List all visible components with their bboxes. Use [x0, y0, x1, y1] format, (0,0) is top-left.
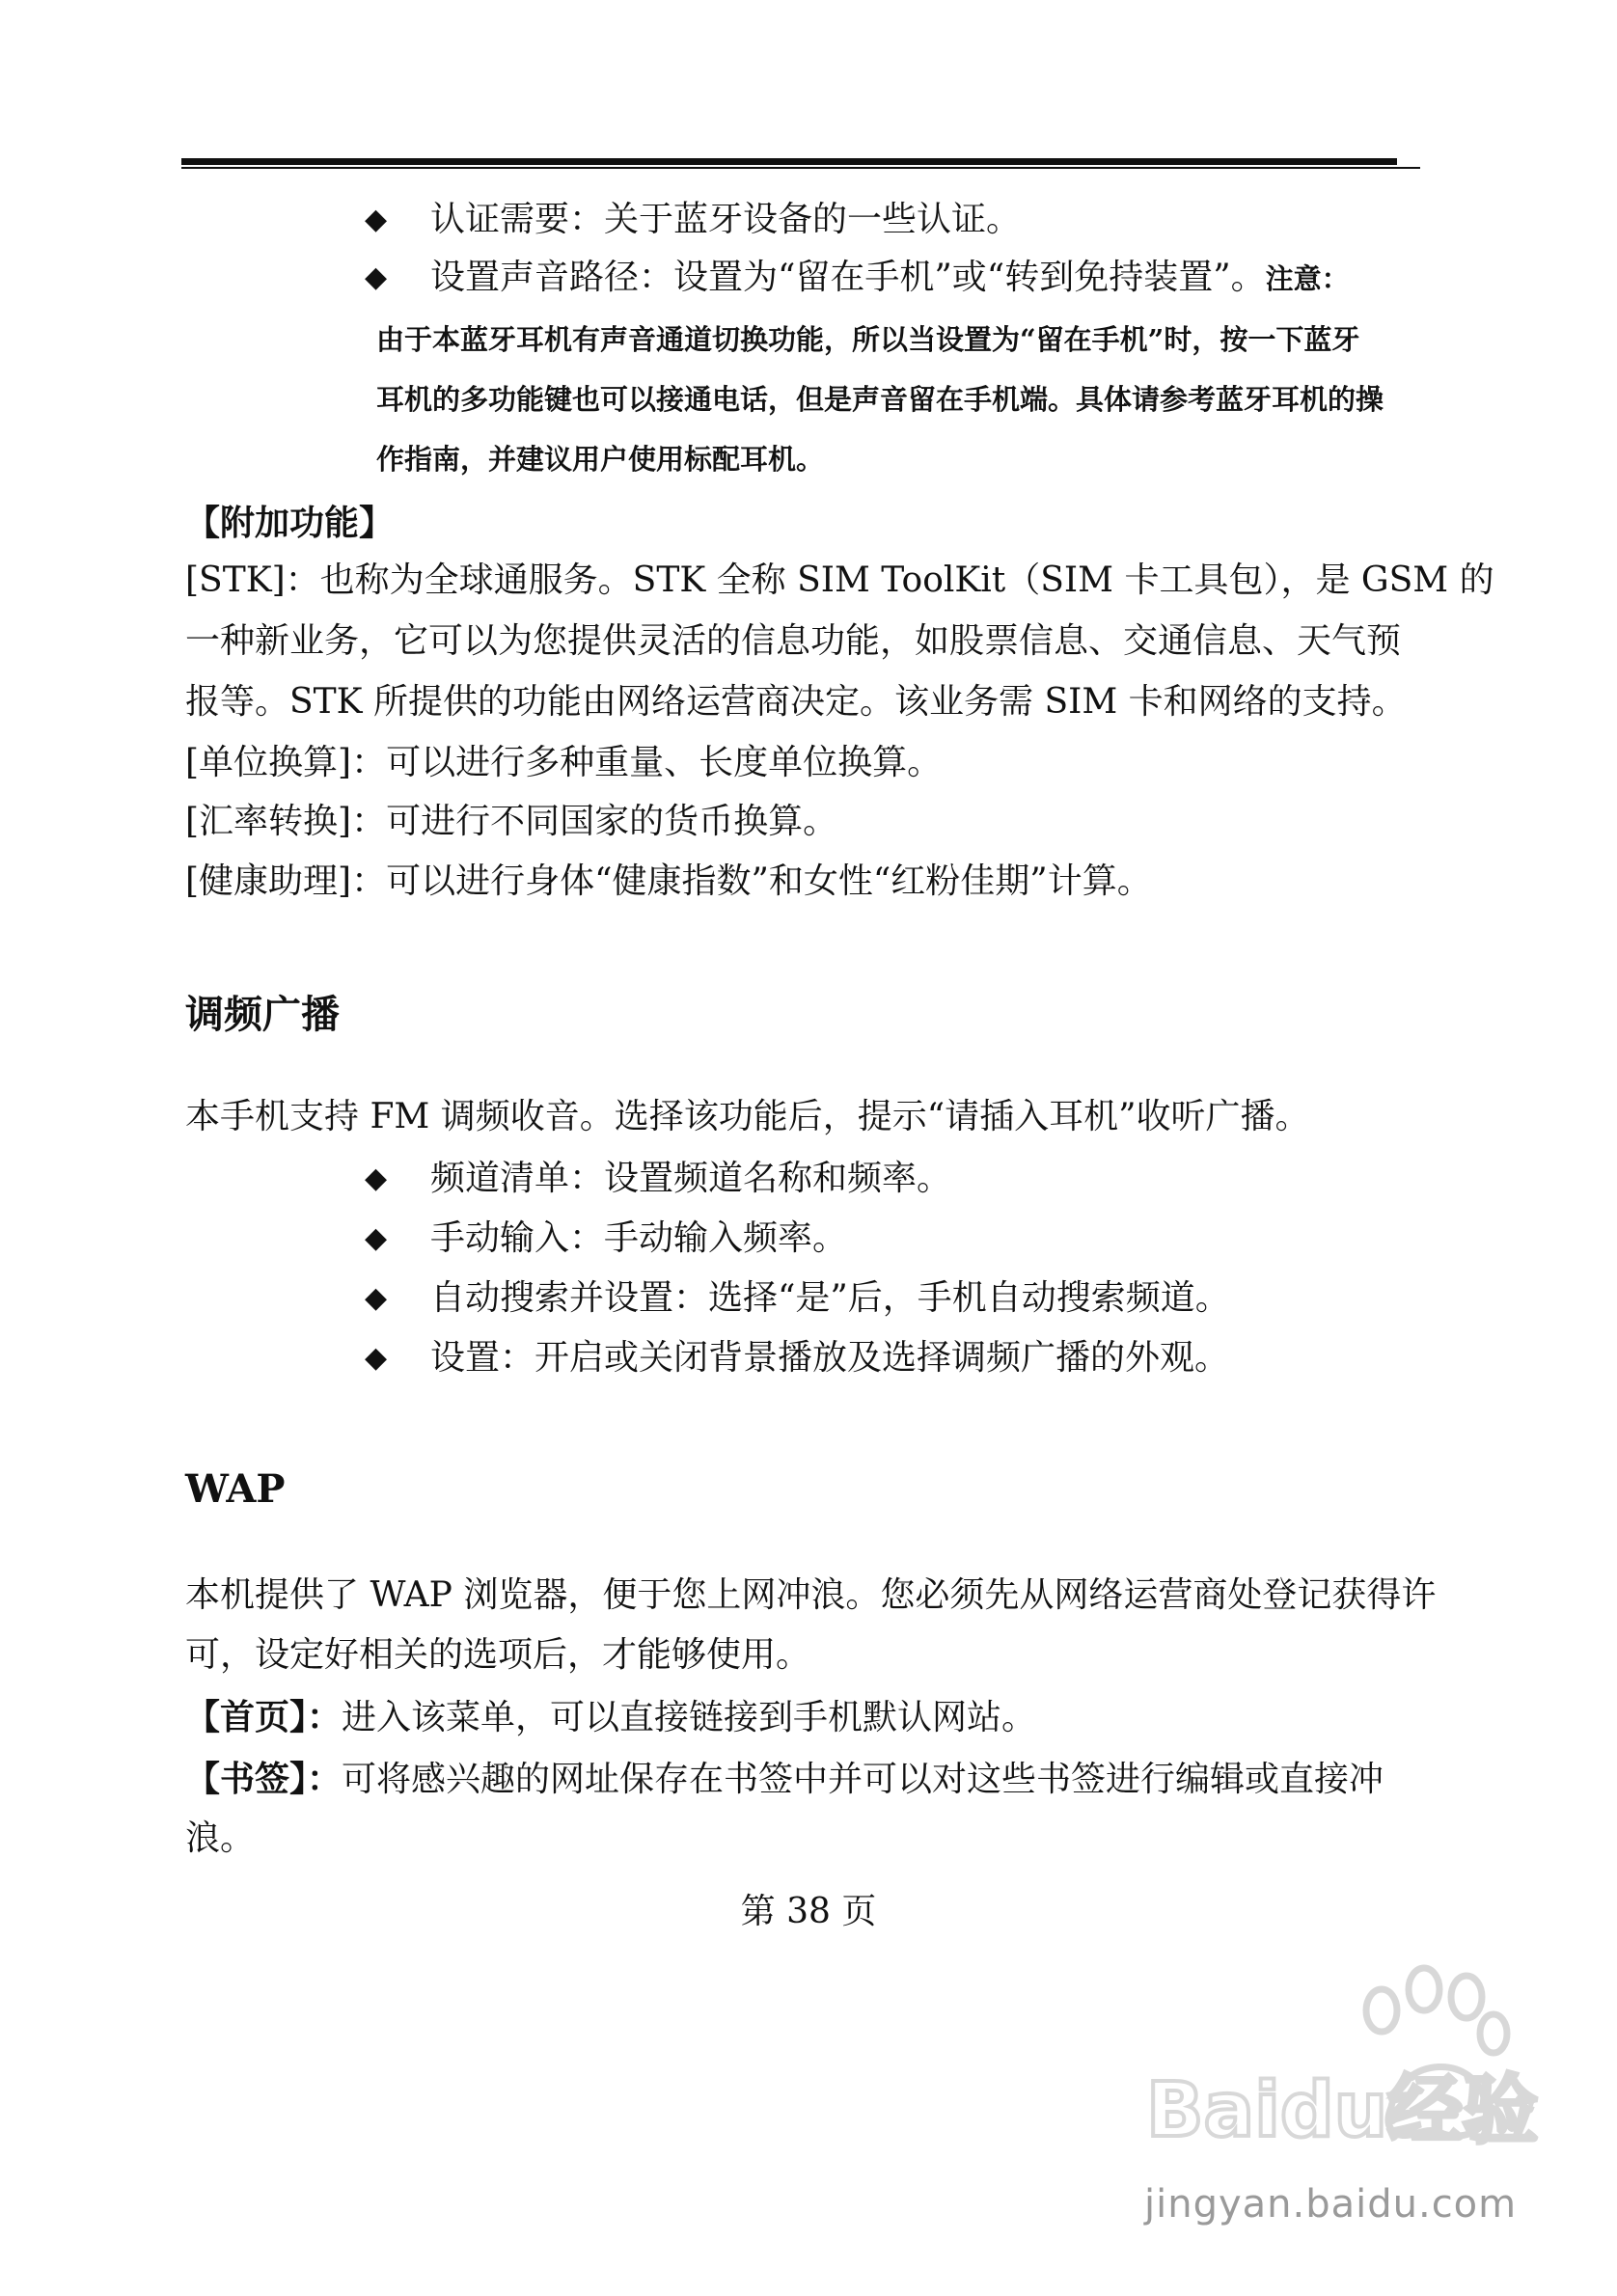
wap-bookmark-text: 可将感兴趣的网址保存在书签中并可以对这些书签进行编辑或直接冲: [342, 1760, 1384, 1799]
health-assistant-item: [健康助理]：可以进行身体“健康指数”和女性“红粉佳期”计算。: [185, 861, 1152, 901]
note-line-1: 由于本蓝牙耳机有声音通道切换功能，所以当设置为“留在手机”时，按一下蓝牙: [376, 323, 1360, 356]
bullet-icon: ◆: [365, 1162, 388, 1195]
wap-section-title: WAP: [185, 1466, 286, 1512]
bullet-icon: ◆: [365, 1281, 388, 1315]
fm-bullet-auto-search: 自动搜索并设置：选择“是”后，手机自动搜索频道。: [430, 1278, 1230, 1318]
bullet-icon: ◆: [365, 203, 388, 236]
page-number: 第 38 页: [740, 1892, 877, 1931]
header-rule-thick: [181, 158, 1397, 165]
note-line-3: 作指南，并建议用户使用标配耳机。: [376, 443, 825, 476]
fm-bullet-settings: 设置：开启或关闭背景播放及选择调频广播的外观。: [430, 1338, 1230, 1378]
fm-section-title: 调频广播: [185, 992, 340, 1037]
wap-intro-line-1: 本机提供了 WAP 浏览器，便于您上网冲浪。您必须先从网络运营商处登记获得许: [185, 1575, 1437, 1615]
wap-home-item: [185, 1696, 1036, 1739]
unit-conversion-item: [单位换算]：可以进行多种重量、长度单位换算。: [185, 743, 943, 782]
bullet-icon: ◆: [365, 260, 388, 294]
audio-path-text: 设置声音路径：设置为“留在手机”或“转到免持装置”。: [430, 258, 1266, 297]
bluetooth-bullet-auth: 认证需要：关于蓝牙设备的一些认证。: [430, 200, 1022, 239]
header-rule-thin: [181, 167, 1420, 169]
stk-line-2: 一种新业务，它可以为您提供灵活的信息功能，如股票信息、交通信息、天气预: [185, 621, 1402, 661]
watermark-brand-text: Baidu经验: [1146, 2067, 1539, 2154]
fm-intro: 本手机支持 FM 调频收音。选择该功能后，提示“请插入耳机”收听广播。: [185, 1097, 1310, 1136]
wap-intro-line-2: 可，设定好相关的选项后，才能够使用。: [185, 1635, 811, 1675]
bluetooth-bullet-audio-path: [430, 257, 1350, 300]
baidu-watermark-logo: [1138, 1929, 1544, 2219]
wap-bookmark-label: 【书签】：: [185, 1759, 343, 1799]
wap-bookmark-line-2: 浪。: [185, 1818, 256, 1858]
bullet-icon: ◆: [365, 1341, 388, 1375]
stk-line-3: 报等。STK 所提供的功能由网络运营商决定。该业务需 SIM 卡和网络的支持。: [185, 682, 1407, 722]
wap-home-label: 【首页】：: [185, 1697, 343, 1737]
wap-bookmark-item: [185, 1758, 1384, 1801]
wap-home-text: 进入该菜单，可以直接链接到手机默认网站。: [342, 1698, 1037, 1737]
stk-line-1: [STK]：也称为全球通服务。STK 全称 SIM ToolKit（SIM 卡工具包），是 GSM 的: [185, 560, 1494, 600]
note-line-2: 耳机的多功能键也可以接通电话，但是声音留在手机端。具体请参考蓝牙耳机的操: [376, 383, 1384, 416]
fm-bullet-manual-input: 手动输入：手动输入频率。: [430, 1218, 848, 1258]
note-label: 注意：: [1265, 262, 1350, 295]
fm-bullet-channel-list: 频道清单：设置频道名称和频率。: [430, 1159, 952, 1198]
watermark-url: jingyan.baidu.com: [1144, 2182, 1518, 2227]
bullet-icon: ◆: [365, 1221, 388, 1255]
extra-functions-heading: 【附加功能】: [185, 503, 395, 543]
currency-conversion-item: [汇率转换]：可进行不同国家的货币换算。: [185, 802, 838, 841]
